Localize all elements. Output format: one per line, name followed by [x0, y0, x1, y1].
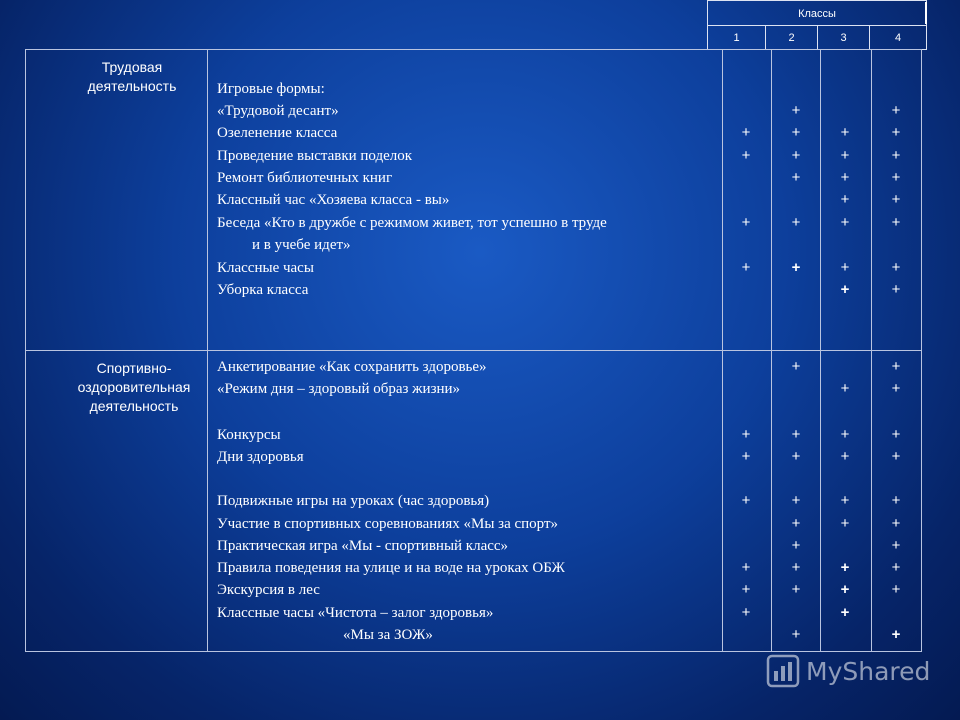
class-mark: +: [840, 380, 850, 397]
class-mark: +: [891, 147, 901, 164]
class-mark: +: [741, 559, 751, 576]
class-mark: +: [840, 259, 850, 276]
class-mark: +: [891, 102, 901, 119]
class-mark: +: [891, 626, 901, 643]
activity-row: Озеленение класса: [217, 125, 338, 141]
class-mark: +: [840, 191, 850, 208]
activity-row: Экскурсия в лес: [217, 582, 320, 598]
class-mark: +: [891, 559, 901, 576]
class-mark: +: [840, 147, 850, 164]
watermark: [766, 654, 930, 688]
section-title-sport: Спортивно-оздоровительная деятельность: [77, 360, 191, 414]
class-mark: +: [791, 515, 801, 532]
activity-row: Конкурсы: [217, 427, 281, 443]
class-mark: +: [840, 169, 850, 186]
activity-row: «Трудовой десант»: [217, 103, 339, 119]
activity-row: Ремонт библиотечных книг: [217, 170, 393, 186]
class-mark: +: [891, 537, 901, 554]
class-mark: +: [741, 214, 751, 231]
class-mark: +: [840, 214, 850, 231]
class-mark: +: [791, 214, 801, 231]
class-mark: +: [741, 426, 751, 443]
class-mark: +: [891, 281, 901, 298]
class-mark: +: [891, 358, 901, 375]
class-mark: +: [891, 259, 901, 276]
class-mark: +: [791, 259, 801, 276]
activity-row: Участие в спортивных соревнованиях «Мы за спорт»: [217, 516, 559, 532]
class-mark: +: [891, 124, 901, 141]
class-header-3: 3: [817, 25, 870, 50]
class-mark: +: [791, 169, 801, 186]
class-mark: +: [791, 626, 801, 643]
class-mark: +: [791, 581, 801, 598]
class-mark: +: [791, 358, 801, 375]
class-mark: +: [741, 492, 751, 509]
class-mark: +: [840, 604, 850, 621]
watermark-text: MyShared: [806, 656, 931, 686]
class-mark: +: [741, 259, 751, 276]
class-mark: +: [891, 448, 901, 465]
class-mark: +: [891, 426, 901, 443]
class-mark: +: [791, 559, 801, 576]
class-mark: +: [741, 448, 751, 465]
class-mark: +: [891, 169, 901, 186]
class-mark: +: [891, 214, 901, 231]
class-mark: +: [840, 559, 850, 576]
class-mark: +: [791, 102, 801, 119]
class-mark: +: [891, 515, 901, 532]
class-mark: +: [891, 581, 901, 598]
activity-row: Уборка класса: [217, 282, 309, 298]
class-mark: +: [840, 515, 850, 532]
activity-row: Правила поведения на улице и на воде на уроках ОБЖ: [217, 560, 565, 576]
activity-row-continuation: и в учебе идет»: [252, 237, 351, 253]
activity-row: Практическая игра «Мы - спортивный класс»: [217, 538, 509, 554]
chart-bars-icon: [766, 654, 800, 688]
class-mark: +: [840, 426, 850, 443]
activity-row: Классные часы «Чистота – залог здоровья»: [217, 605, 494, 621]
activity-row-continuation: «Мы за ЗОЖ»: [343, 627, 433, 643]
activity-row: Проведение выставки поделок: [217, 148, 413, 164]
class-header-4: 4: [869, 25, 927, 50]
class-mark: +: [891, 380, 901, 397]
class-mark: +: [741, 604, 751, 621]
class-mark: +: [840, 581, 850, 598]
divider-sections: [25, 350, 922, 351]
class-mark: +: [840, 448, 850, 465]
class-mark: +: [741, 581, 751, 598]
activity-row: Дни здоровья: [217, 449, 304, 465]
activity-row: Беседа «Кто в дружбе с режимом живет, тот успешно в труде: [217, 215, 607, 231]
class-mark: +: [791, 147, 801, 164]
class-mark: +: [891, 492, 901, 509]
class-mark: +: [791, 492, 801, 509]
class-mark: +: [840, 281, 850, 298]
activity-row: Игровые формы:: [217, 81, 325, 97]
header-edge: [925, 2, 927, 24]
activity-row: Классный час «Хозяева класса - вы»: [217, 192, 450, 208]
activity-row: Классные часы: [217, 260, 314, 276]
section-title-labor: Трудовая деятельность: [87, 59, 177, 94]
activity-row: Анкетирование «Как сохранить здоровье»: [217, 359, 487, 375]
class-mark: +: [840, 124, 850, 141]
class-mark: +: [791, 537, 801, 554]
class-mark: +: [891, 191, 901, 208]
class-mark: +: [840, 492, 850, 509]
class-mark: +: [741, 147, 751, 164]
activity-row: Подвижные игры на уроках (час здоровья): [217, 493, 490, 509]
classes-header: [707, 0, 927, 26]
classes-header-label: Классы: [798, 8, 836, 20]
class-header-1: 1: [707, 25, 766, 50]
activity-row: «Режим дня – здоровый образ жизни»: [217, 381, 461, 397]
class-mark: +: [791, 124, 801, 141]
class-mark: +: [741, 124, 751, 141]
class-mark: +: [791, 426, 801, 443]
class-mark: +: [791, 448, 801, 465]
class-header-2: 2: [765, 25, 818, 50]
